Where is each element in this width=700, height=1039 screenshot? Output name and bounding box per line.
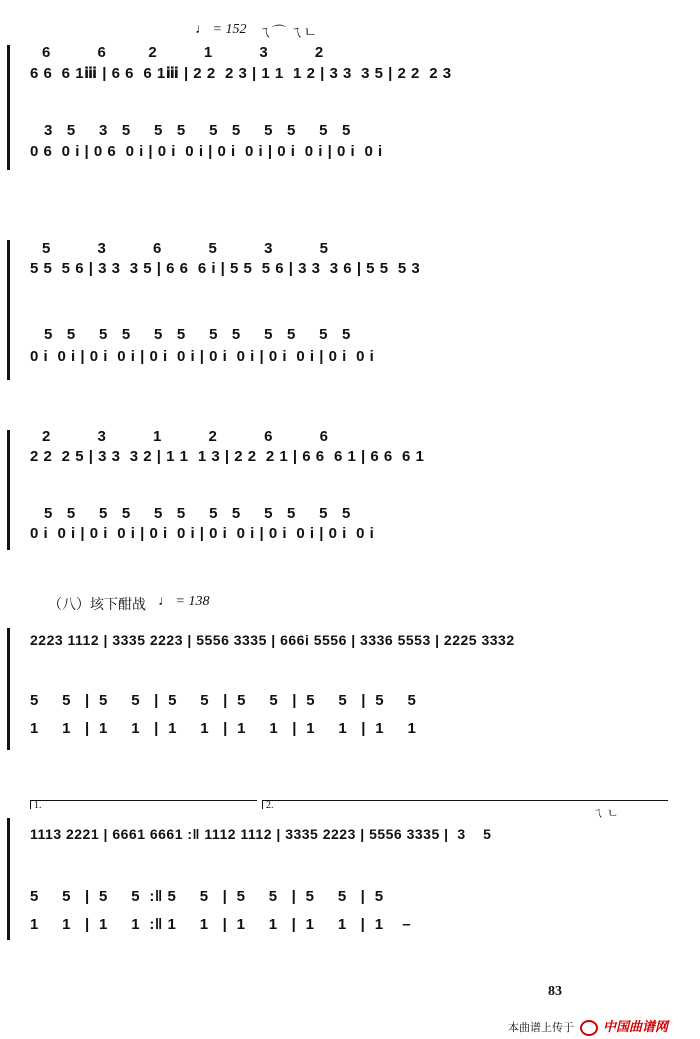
system4-lower-top: 5 5 | 5 5 | 5 5 | 5 5 | 5 5 | 5 5 bbox=[30, 692, 417, 709]
footer-logo-icon bbox=[580, 1020, 598, 1036]
system3-upper-main: 2 2 2 5 | 3 3 3 2 | 1 1 1 3 | 2 2 2 1 | 6 6 6 1 | 6 6 6 1 bbox=[30, 448, 425, 465]
system2-upper-main: 5 5 5 6 | 3 3 3 5 | 6 6 6 i | 5 5 5 6 | 3 3 3 6 | 5 5 5 3 bbox=[30, 260, 421, 277]
system1-lower-top: 3 5 3 5 5 5 5 5 5 5 5 5 bbox=[44, 122, 351, 139]
articulation-marks-2: ㄟ ㄴ bbox=[592, 806, 619, 820]
volta-label-1: 1. bbox=[34, 800, 42, 811]
system-brace-2 bbox=[7, 240, 10, 380]
page-number: 83 bbox=[548, 984, 562, 999]
system3-lower-top: 5 5 5 5 5 5 5 5 5 5 5 5 bbox=[44, 505, 351, 522]
tempo-marking-2: ♩ = 138 bbox=[158, 594, 210, 609]
system1-upper-main: 6 6 6 1ⅲ | 6 6 6 1ⅲ | 2 2 2 3 | 1 1 1 2 | 3 3 3 5 | 2 2 2 3 bbox=[30, 65, 452, 82]
system5-upper-main: 1113 2221 | 6661 6661 :‖ 1112 1112 | 3335 2223 | 5556 3335 | 3 5 bbox=[30, 826, 492, 842]
system2-lower-main: 0 i 0 i | 0 i 0 i | 0 i 0 i | 0 i 0 i | 0 i 0 i | 0 i 0 i bbox=[30, 348, 375, 365]
system5-lower-main: 1 1 | 1 1 :‖ 1 1 | 1 1 | 1 1 | 1 – bbox=[30, 916, 412, 933]
system-brace-4 bbox=[7, 628, 10, 750]
footer-logo: 中国曲谱网 bbox=[603, 1020, 669, 1035]
tempo-marking-1: ♩ = 152 bbox=[195, 22, 247, 37]
section-title: （八）垓下酣战 bbox=[48, 598, 146, 613]
system2-lower-top: 5 5 5 5 5 5 5 5 5 5 5 5 bbox=[44, 326, 351, 343]
footer-watermark bbox=[508, 1016, 668, 1036]
articulation-marks-1: ㄟ⌒ ㄟㄴ bbox=[258, 26, 318, 41]
system-brace-3 bbox=[7, 430, 10, 550]
system2-upper-top: 5 3 6 5 3 5 bbox=[42, 240, 329, 257]
system-brace-1 bbox=[7, 45, 10, 170]
system5-lower-top: 5 5 | 5 5 :‖ 5 5 | 5 5 | 5 5 | 5 bbox=[30, 888, 384, 905]
volta-line-1 bbox=[30, 800, 257, 809]
system1-lower-main: 0 6 0 i | 0 6 0 i | 0 i 0 i | 0 i 0 i | 0 i 0 i | 0 i 0 i bbox=[30, 143, 383, 160]
footer-text: 本曲谱上传于 bbox=[508, 1021, 574, 1034]
system-brace-5 bbox=[7, 818, 10, 940]
system4-upper-main: 2223 1112 | 3335 2223 | 5556 3335 | 666i 5556 | 3336 5553 | 2225 3332 bbox=[30, 632, 515, 648]
system3-upper-top: 2 3 1 2 6 6 bbox=[42, 428, 329, 445]
system4-lower-main: 1 1 | 1 1 | 1 1 | 1 1 | 1 1 | 1 1 bbox=[30, 720, 417, 737]
system1-upper-top: 6 6 2 1 3 2 bbox=[42, 44, 324, 61]
volta-label-2: 2. bbox=[266, 800, 274, 811]
system3-lower-main: 0 i 0 i | 0 i 0 i | 0 i 0 i | 0 i 0 i | 0 i 0 i | 0 i 0 i bbox=[30, 525, 375, 542]
